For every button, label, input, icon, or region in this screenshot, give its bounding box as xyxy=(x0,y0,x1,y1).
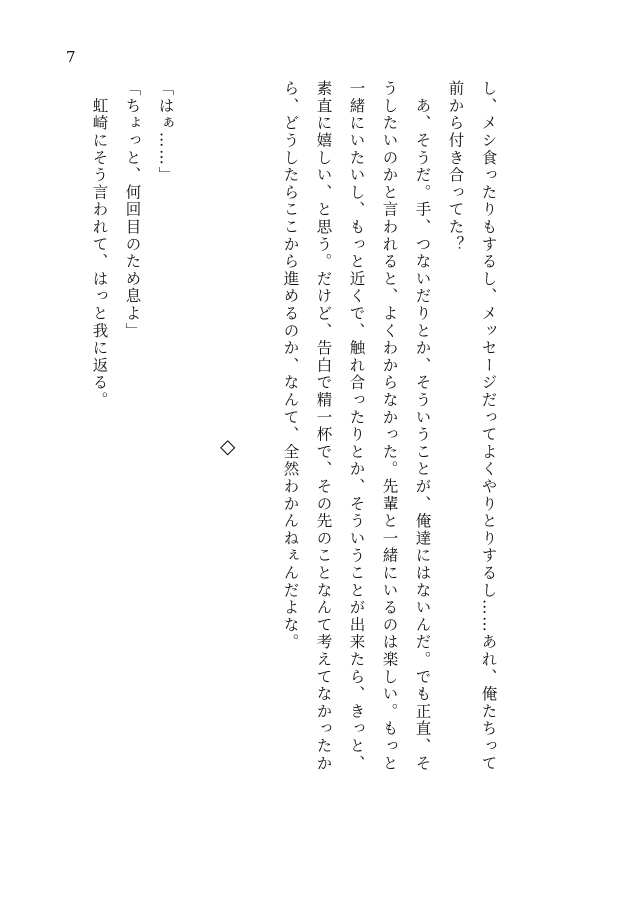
text-line: うしたいのかと言われると、よくわからなかった。先輩と一緒にいるのは楽しい。もっと xyxy=(380,80,399,772)
text-line: ら、どうしたらここから進めるのか、なんて、全然わかんねぇんだよな。 xyxy=(281,80,300,651)
page-number: 7 xyxy=(66,48,76,66)
dialogue-line: 「ちょっと、何回目のため息よ」 xyxy=(123,80,142,340)
text-line: あ、そうだ。手、つないだりとか、そういうことが、俺達にはないんだ。でも正直、そ xyxy=(413,80,432,772)
scene-break-diamond: ◇ xyxy=(220,434,236,458)
text-line: し、メシ食ったりもするし、メッセージだってよくやりとりするし……あれ、俺たちって xyxy=(479,80,498,772)
dialogue-line: 「はぁ……」 xyxy=(156,80,175,184)
text-line: 素直に嬉しい、と思う。だけど、告白で精一杯で、その先のことなんて考えてなかったか xyxy=(314,80,333,772)
text-line: 一緒にいたいし、もっと近くで、触れ合ったりとか、そういうことが出来たら、きっと、 xyxy=(347,80,366,772)
text-line: 前から付き合ってた？ xyxy=(446,80,465,253)
text-line: 虹崎にそう言われて、はっと我に返る。 xyxy=(90,80,109,409)
